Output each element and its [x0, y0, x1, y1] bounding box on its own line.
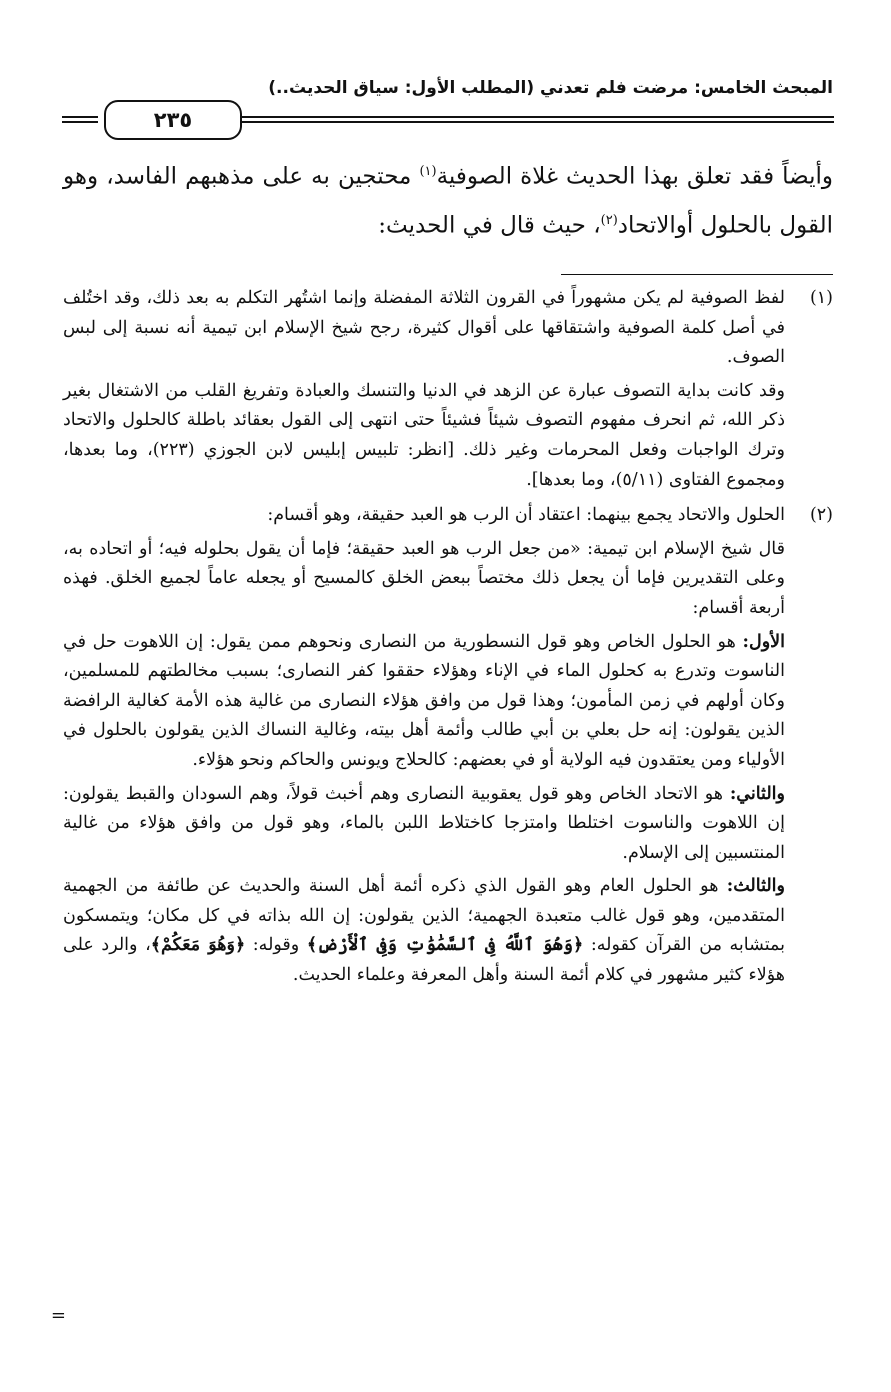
- third-section-text-a: هو الحلول العام وهو القول الذي ذكره أئمة أهل السنة والحديث عن طائفة من الجهمية المتقدمين، وهو قول غالب متعبدة الجهمية؛ الذين يقولون: إن الله بذاته في كل مكان؛ ويتمسكون بمتشابه من القرآن كقوله:: [63, 876, 785, 956]
- first-section-label: الأول:: [742, 631, 785, 652]
- first-section-text: هو الحلول الخاص وهو قول النسطورية من النصارى ونحوهم ممن يقول: إن اللاهوت حل في الناسوت وتدرع به كحلول الماء في الإناء وهؤلاء حققوا كفر النصارى؛ بسبب مخالطتهم للمسلمين، وكان أولهم في زمن المأمون؛ وهذا قول من وافق هؤلاء النصارى من غالية هذه الأمة كغالية الرافضة الذين يقولون: إنه حل بعلي بن أبي طالب وأئمة أهل بيته، وغالية النساك الذين يقولون بالحلول في الأولياء ومن يعتقدون فيه الولاية أو في بعضهم: كالحلاج ويونس والحاكم ونحو هؤلاء.: [63, 631, 785, 770]
- header-rule-line-left: [62, 116, 98, 118]
- main-text-part-1: وأيضاً فقد تعلق بهذا الحديث غلاة الصوفية: [436, 163, 834, 190]
- footnote-2-paragraph-1: الحلول والاتحاد يجمع بينهما: اعتقاد أن الرب هو العبد حقيقة، وهو أقسام:: [267, 505, 785, 526]
- main-body: [63, 150, 833, 247]
- footnotes: [63, 284, 833, 997]
- main-paragraph: [63, 150, 833, 247]
- footnote-1-number: (١): [809, 288, 833, 308]
- footnote-1-paragraph-2: وقد كانت بداية التصوف عبارة عن الزهد في الدنيا والتنسك والعبادة وتفريغ القلب من الاشتغال بغير ذكر الله، ثم انحرف مفهوم التصوف شيئاً فشيئاً حتى انتهى إلى القول بعقائد باطلة كالحلول والاتحاد وترك الواجبات وفعل المحرمات وغير ذلك. [انظر: تلبيس إبليس لابن الجوزي (٢٢٣)، وما بعدها، ومجموع الفتاوى (٥/١١)، وما بعدها].: [63, 380, 785, 490]
- quran-verse-1: ﴿وَهُوَ ٱللَّهُ فِى ٱلسَّمَٰوَٰتِ وَفِى ٱلْأَرْضِ﴾: [306, 935, 584, 956]
- footnote-1-paragraph-1: لفظ الصوفية لم يكن مشهوراً في القرون الثلاثة المفضلة وإنما اشتُهر التكلم به بعد ذلك، وقد اختُلف في أصل كلمة الصوفية واشتقاقها على أقوال كثيرة، رجح شيخ الإسلام ابن تيمية أنه نسبة إلى لبس الصوف.: [63, 288, 785, 368]
- footnote-2-third-section: [63, 872, 785, 990]
- footnote-ref-1: (١): [419, 164, 437, 179]
- footnote-2-first-section: [63, 628, 785, 776]
- footnote-2-second-section: [63, 780, 785, 869]
- footnote-2-number: (٢): [809, 505, 833, 526]
- footnote-ref-2: (٢): [600, 212, 618, 228]
- header-rule-line-left-2: [62, 121, 98, 123]
- second-section-label: والثاني:: [729, 783, 785, 804]
- header-rule-line-right: [242, 116, 834, 118]
- main-text-part-3: ، حيث قال في الحديث:: [378, 212, 601, 239]
- third-section-text-c: ، والرد على هؤلاء كثير مشهور في كلام أئمة السنة وأهل المعرفة وعلماء الحديث.: [63, 935, 785, 986]
- footnote-2: [63, 501, 833, 991]
- second-section-text: هو الاتحاد الخاص وهو قول يعقوبية النصارى وهم أخبث قولاً، وهم السودان والقبط يقولون: إن اللاهوت والناسوت اختلطا وامتزجا كاختلاط اللبن بالماء، وهو قول من وافق هؤلاء من غالية المنتسبين إلى الإسلام.: [63, 783, 785, 863]
- third-section-text-b: وقوله:: [245, 935, 307, 956]
- footnote-separator: [561, 274, 833, 275]
- main-text-part-2: محتجين به على مذهبهم الفاسد، وهو القول بالحلول أوالاتحاد: [63, 163, 833, 239]
- header-rule-line-right-2: [242, 121, 834, 123]
- running-header-title: المبحث الخامس: مرضت فلم تعدني (المطلب الأول: سياق الحديث..): [268, 78, 833, 98]
- margin-mark: =: [50, 1305, 66, 1326]
- page-number: ٢٣٥: [104, 100, 242, 140]
- quran-verse-2: ﴿وَهُوَ مَعَكُمْ﴾: [150, 935, 246, 956]
- third-section-label: والثالث:: [726, 876, 785, 897]
- footnote-2-paragraph-2: قال شيخ الإسلام ابن تيمية: «من جعل الرب هو العبد حقيقة؛ فإما أن يقول بحلوله فيه؛ أو اتحاده به، وعلى التقديرين فإما أن يجعل ذلك مختصاً ببعض الخلق كالمسيح أو يجعله عاماً لجميع الخلق. فهذه أربعة أقسام:: [63, 538, 785, 618]
- footnote-1: [63, 284, 833, 495]
- header-rule: [62, 100, 834, 136]
